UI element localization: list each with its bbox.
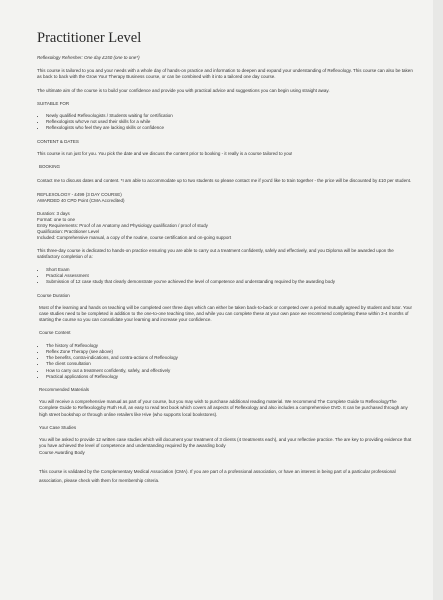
list-item: • Reflex Zone Therapy (see above): [46, 349, 413, 355]
booking-text: Contact me to discuss dates and content. *I am able to accommodate up to two students so please contact me if you'd like to train together - the price will be discounted by £10 per student.: [37, 178, 412, 184]
content-dates-heading: CONTENT & DATES: [37, 138, 79, 144]
intro-paragraph-2: The ultimate aim of the course is to build your confidence and provide you with practical advice and suggestions you can begin using straight away.: [37, 87, 330, 93]
list-item: • How to carry out a treatment confidently, safely, and effectively: [46, 368, 413, 374]
course-detail: Included: Comprehensive manual, a copy of the routine, course certification and on-going support: [37, 235, 232, 241]
course-detail: Format: one to one: [37, 216, 76, 222]
course-detail: Entry Requirements: Proof of an Anatomy and Physiology qualification / proof of study: [37, 223, 208, 229]
course-awarded: AWARDED 40 CPD Point (CMA Accredited): [37, 198, 125, 204]
suitable-heading: SUITABLE FOR: [37, 100, 70, 106]
list-item: • Reflexologists who feel they are lacking skills or confidence: [46, 125, 413, 131]
materials-text: You will receive a comprehensive manual as part of your course, but you may wish to purchase additional reading material. We recommend The Complete Guide to ReflexologyThe Complete Guide to Reflexologyby Ruth Hull, an easy to read text book which covers all aspects of Reflexology and also includes a comprehensive DVD. It can be purchased through any high street bookshop or through online retailers like Hive (who supports local bookstores).: [39, 399, 408, 417]
list-item: • Reflexologists who've not used their skills for a while: [46, 119, 413, 125]
case-studies-heading: Your Case Studies: [39, 424, 77, 430]
requirements-list: [37, 267, 413, 286]
suitable-list: [37, 113, 413, 132]
course-detail: Duration: 3 days: [37, 210, 70, 216]
booking-heading: BOOKING: [39, 164, 61, 170]
list-item: • The client consultation: [46, 361, 413, 367]
duration-text: Most of the learning and hands on teaching will be completed over three days which can either be taken back-to-back or competed over a period mutually agreed by student and tutor. Your case studies need to be completed in addition to the one-to-one teaching time, and while you can complete these at your own pace we recommend completing these within 3-4 months of starting the course so you can consolidate your learning and increase your confidence.: [39, 304, 412, 323]
awarding-text: This course is validated by the Complementary Medical Association (CMA). If you are part of a professional association, or have an interest in being part of a particular professional association, please check with them for membership criteria.: [39, 468, 396, 483]
duration-heading: Course Duration: [37, 292, 70, 298]
content-dates-text: This course is run just for you. You pick the date and we discuss the content prior to booking - it really is a course tailored to you!: [37, 150, 293, 156]
booking-section: [37, 164, 413, 185]
list-item: • Practical applications of Reflexology: [46, 374, 413, 380]
awarding-heading: Course Awarding Body: [39, 450, 85, 456]
case-studies-text: You will be asked to provide 12 written case studies which will document your treatment of 3 clients (4 treatments each), and your reflective practice. The are key to providing evidence that you have achieved the level of competence and understanding required by the awarding body: [39, 436, 412, 449]
refresher-line: Reflexology Refresher: One day £150 (one to one*): [37, 55, 140, 60]
list-item: • Short Exam: [46, 267, 413, 273]
course-summary: [37, 192, 413, 241]
list-item: • Newly qualified Reflexologists / Students waiting for certification: [46, 113, 413, 119]
course-description: This three-day course is dedicated to hands-on practice ensuring you are able to carry out a treatment confidently, safely and effectively, and you Diploma will be awarded upon the satisfactory completion of a:: [37, 247, 394, 259]
course-detail: Qualification: Practitioner Level: [37, 229, 100, 235]
course-content-heading: Course Content: [39, 330, 71, 336]
list-item: • Practical Assessment: [46, 273, 413, 279]
course-title: REFLEXOLOGY - £499 (3 DAY COURSE): [37, 192, 122, 198]
list-item: • Submission of 12 case study that clearly demonstrate you've achieved the level of competence and understanding required by the awarding body: [46, 279, 413, 285]
page-title: Practitioner Level: [37, 30, 142, 46]
materials-heading: Recommended Materials: [39, 386, 90, 392]
list-item: • The history of Reflexology: [46, 343, 413, 349]
main-content: [37, 30, 413, 492]
list-item: • The benefits, contra-indications, and contra-actions of Reflexology: [46, 355, 413, 361]
course-content-list: [37, 343, 413, 380]
page-edge: [433, 0, 443, 600]
intro-paragraph-1: This course is tailored to you and your needs with a whole day of hands-on practice and information to deepen and expand your understanding of Reflexology. This course can also be taken as back to back with the Grow Your Therapy Business course, or can be combined with it into a tailored one day course.: [37, 68, 413, 80]
